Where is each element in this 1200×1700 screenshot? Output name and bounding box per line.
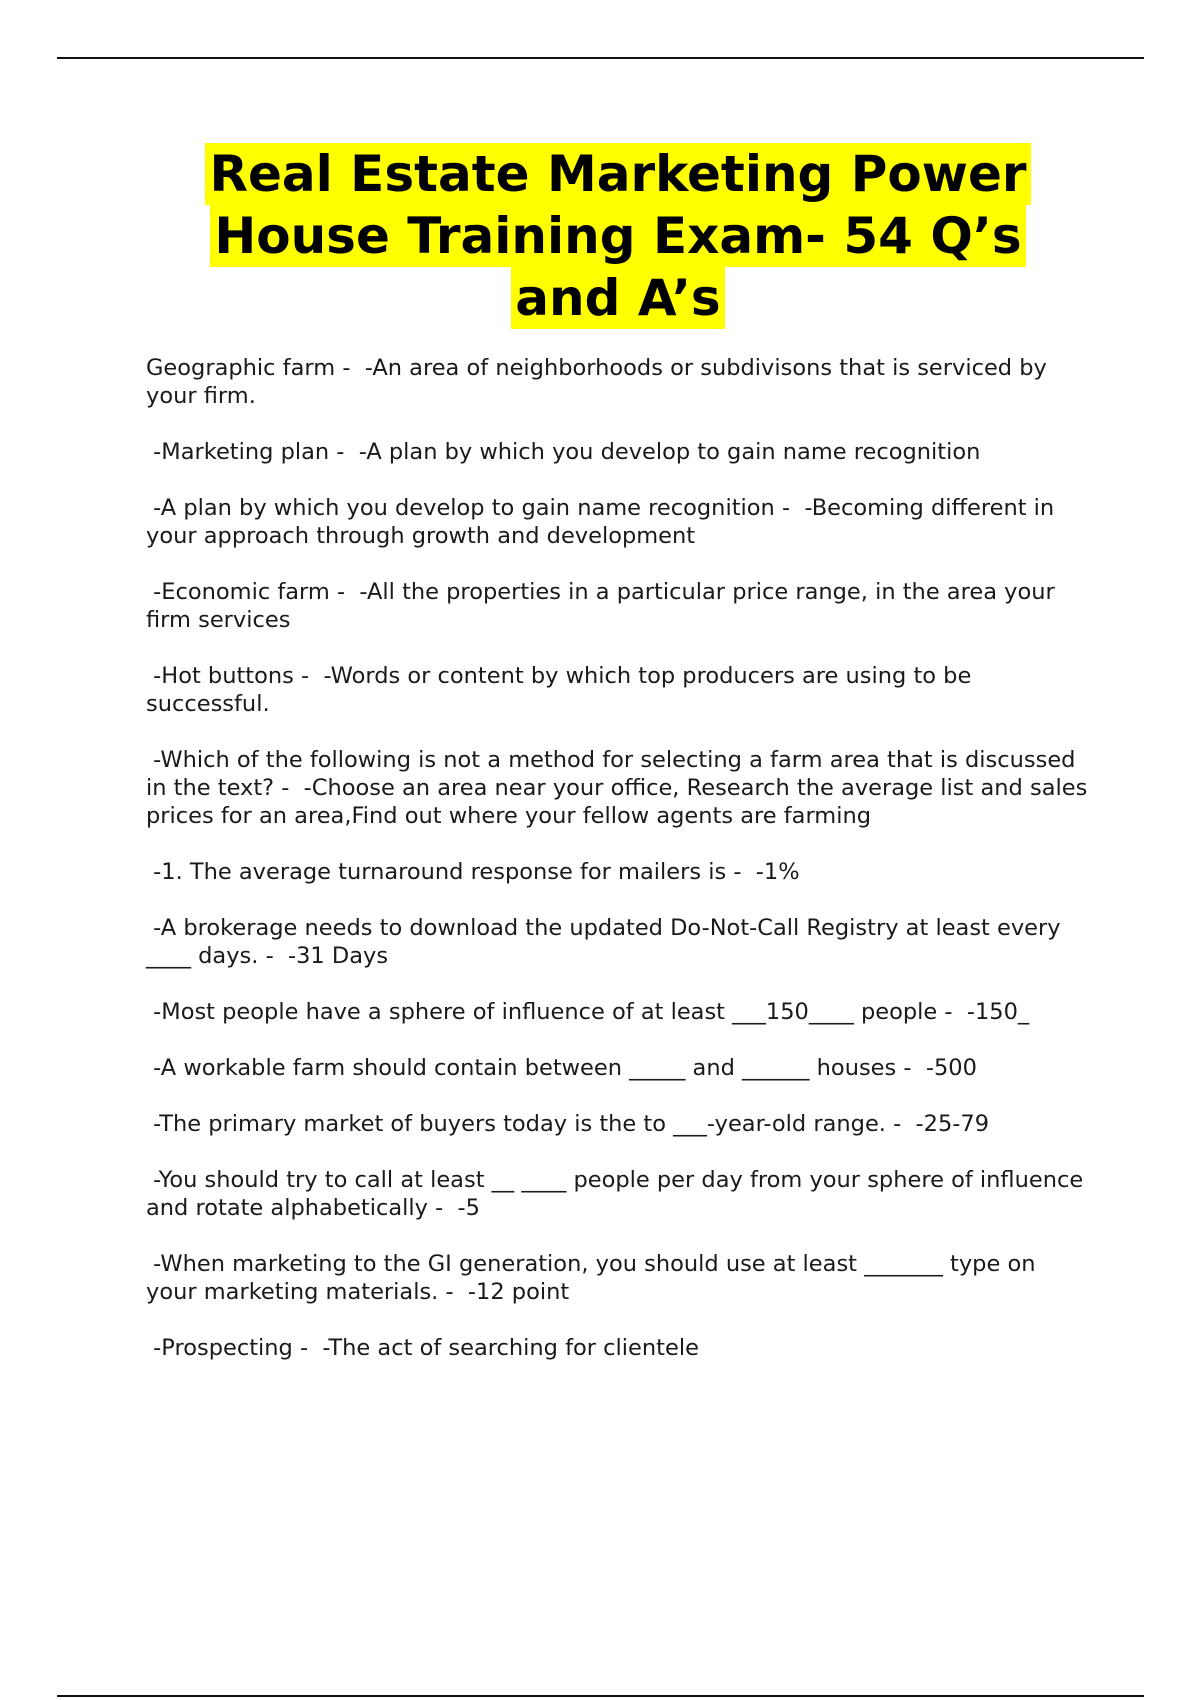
qa-item-gi-generation: -When marketing to the GI generation, you should use at least _______ type on your marketing materials. - -12 point	[146, 1251, 1043, 1305]
qa-item-hot-buttons: -Hot buttons - -Words or content by which top producers are using to be successful.	[146, 663, 979, 717]
title-line-3: and A’s	[511, 267, 724, 329]
qa-item-workable-farm: -A workable farm should contain between _____ and ______ houses - -500	[146, 1055, 977, 1081]
qa-item-prospecting: -Prospecting - -The act of searching for clientele	[146, 1335, 699, 1361]
qa-item-mailer-response: -1. The average turnaround response for mailers is - -1%	[146, 859, 800, 885]
qa-item-sphere-of-influence: -Most people have a sphere of influence of at least ___150____ people - -150_	[146, 999, 1030, 1025]
title-line-2: House Training Exam- 54 Q’s	[210, 205, 1025, 267]
header-rule	[57, 57, 1144, 59]
qa-item-marketing-plan: -Marketing plan - -A plan by which you develop to gain name recognition	[146, 439, 981, 465]
qa-item-name-recognition: -A plan by which you develop to gain name recognition - -Becoming different in your approach through growth and development	[146, 495, 1062, 549]
qa-item-farm-area-method: -Which of the following is not a method for selecting a farm area that is discussed in the text? - -Choose an area near your office, Research the average list and sales prices for an area,Find out where your fellow agents are farming	[146, 747, 1095, 829]
question-answer-list	[146, 354, 1095, 1390]
qa-item-primary-market: -The primary market of buyers today is the to ___-year-old range. - -25-79	[146, 1111, 990, 1137]
footer-rule	[57, 1695, 1144, 1697]
qa-item-geographic-farm: Geographic farm - -An area of neighborhoods or subdivisons that is serviced by your firm.	[146, 355, 1054, 409]
document-title	[146, 143, 1090, 329]
qa-item-calls-per-day: -You should try to call at least __ ____ people per day from your sphere of influence and rotate alphabetically - -5	[146, 1167, 1091, 1221]
title-line-1: Real Estate Marketing Power	[205, 143, 1030, 205]
qa-item-economic-farm: -Economic farm - -All the properties in a particular price range, in the area your firm services	[146, 579, 1062, 633]
qa-item-do-not-call: -A brokerage needs to download the updated Do-Not-Call Registry at least every ____ days. - -31 Days	[146, 915, 1068, 969]
